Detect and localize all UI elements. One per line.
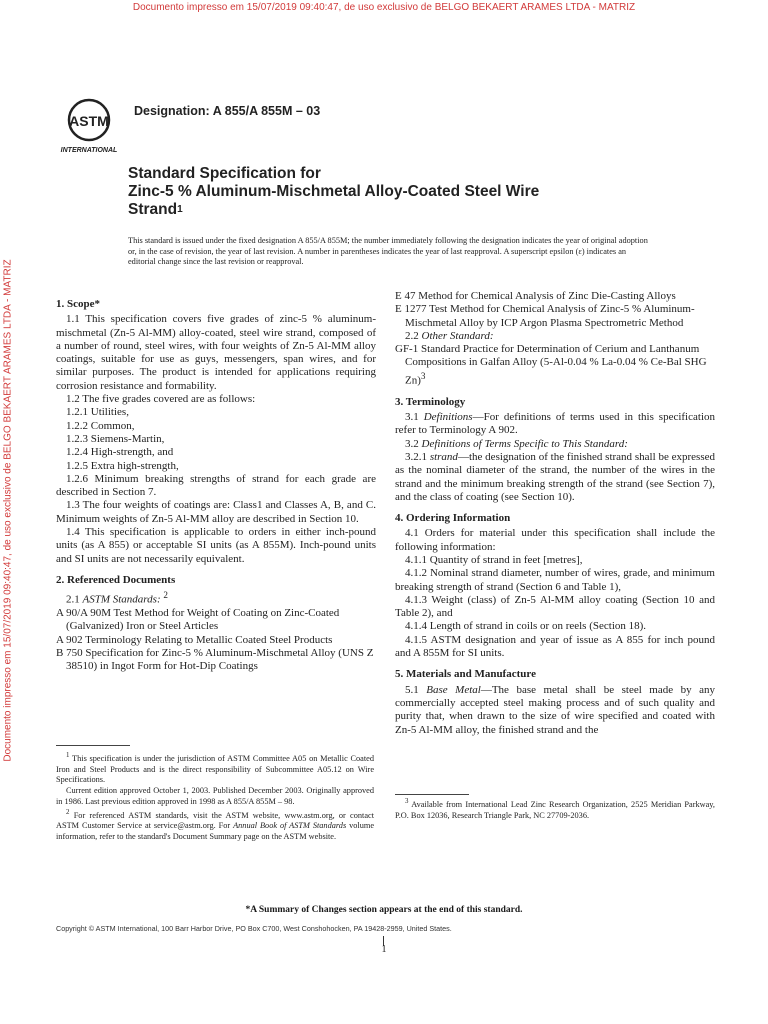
title-footnote-ref: 1 bbox=[177, 204, 183, 215]
footnote-2: $^2$ For referenced ASTM standards, visit the ASTM website, www.astm.org, or contact ASTM Customer Service at service@astm.org. For Annual Book of ASTM Standards volume information, refer to the standard's Document Summary page on the ASTM website. bbox=[56, 808, 374, 842]
svg-text:ASTM: ASTM bbox=[69, 113, 109, 129]
paragraph-5-1: 5.1 Base Metal—The base metal shall be steel made by any commercially accepted steel making process and of such quality and purity that, when drawn to the size of wire specified and coated with Zn-5 Al-MM alloy, the finished strand and the bbox=[395, 683, 716, 736]
paragraph-1-3: 1.3 The four weights of coatings are: Class1 and Classes A, B, and C. Minimum weights of Zn-5 Al-MM alloy are described in Section 10. bbox=[56, 499, 376, 525]
grade-4: 1.2.4 High-strength, and bbox=[66, 446, 174, 459]
paragraph-4-1-1: 4.1.1 Quantity of strand in feet [metres], bbox=[405, 554, 583, 566]
watermark-top: Documento impresso em 15/07/2019 09:40:47, de uso exclusivo de BELGO BEKAERT ARAMES LTDA - MATRIZ bbox=[132, 2, 636, 13]
title-line-1: Standard Specification for bbox=[128, 165, 321, 182]
footnotes-right bbox=[395, 797, 715, 821]
paragraph-2-2: 2.2 Other Standard: bbox=[405, 329, 494, 342]
grade-5: 1.2.5 Extra high-strength, bbox=[66, 459, 179, 472]
page-title bbox=[128, 165, 539, 219]
paragraph-4-1-5: 4.1.5 ASTM designation and year of issue as A 855 for inch pound and A 855M for SI units. bbox=[395, 633, 715, 660]
grade-1: 1.2.1 Utilities, bbox=[66, 406, 129, 419]
astm-logo-icon bbox=[56, 92, 122, 156]
paragraph-4-1-4: 4.1.4 Length of strand in coils or on reels (Section 18). bbox=[405, 620, 647, 633]
paragraph-3-1: 3.1 Definitions—For definitions of terms used in this specification refer to Terminology A 902. bbox=[395, 411, 715, 437]
title-line-3: Strand bbox=[128, 201, 178, 218]
logo-text: INTERNATIONAL bbox=[60, 147, 118, 154]
paragraph-3-2-1: 3.2.1 strand—the designation of the finished strand shall be expressed as the nominal diameter of the strand, the number of the wires in the strand and the minimum breaking strength of the strand (see Section 7), and the class of coating (see Section 10). bbox=[395, 450, 715, 503]
standard-notice: This standard is issued under the fixed designation A 855/A 855M; the number immediately following the designation indicates the year of original adoption or, in the case of revision, the year of last revision. A number in parentheses indicates the year of last reapproval. A superscript epsilon (ε) indicates an editorial change since the last revision or reapproval. bbox=[128, 236, 648, 266]
watermark-side: Documento impresso em 15/07/2019 09:40:47, de uso exclusivo de BELGO BEKAERT ARAMES LTDA - MATRIZ bbox=[2, 259, 14, 762]
copyright: Copyright © ASTM International, 100 Barr Harbor Drive, PO Box C700, West Conshohocken, PA 19428-2959, United States. bbox=[56, 924, 452, 933]
paragraph-1-2: 1.2 The five grades covered are as follows: bbox=[66, 393, 256, 406]
summary-of-changes-note: *A Summary of Changes section appears at the end of this standard. bbox=[245, 905, 523, 915]
paragraph-3-2: 3.2 Definitions of Terms Specific to This Standard: bbox=[405, 437, 628, 450]
grade-3: 1.2.3 Siemens-Martin, bbox=[66, 432, 165, 445]
left-column bbox=[56, 290, 376, 674]
footnote-3: $^3$ Available from International Lead Zinc Research Organization, 2525 Meridian Parkway, P.O. Box 12036, Research Triangle Park, NC 27709-2036. bbox=[395, 798, 715, 820]
paragraph-1-2-6: 1.2.6 Minimum breaking strengths of strand for each grade are described in Section 7. bbox=[56, 472, 376, 499]
paragraph-2-1: 2.1 ASTM Standards: $^2$ bbox=[66, 590, 168, 606]
section-heading-materials: 5. Materials and Manufacture bbox=[395, 668, 536, 681]
footnote-divider bbox=[56, 745, 130, 746]
footnote-1-edition: Current edition approved October 1, 2003. Published December 2003. Originally approved in 1986. Last previous edition approved in 1998 as A 855/A 855M – 98. bbox=[56, 786, 374, 806]
right-column bbox=[395, 290, 715, 737]
section-heading-ordering: 4. Ordering Information bbox=[395, 512, 511, 525]
reference-a902: A 902 Terminology Relating to Metallic Coated Steel Products bbox=[56, 633, 333, 646]
paragraph-4-1: 4.1 Orders for material under this specification shall include the following information: bbox=[395, 527, 715, 553]
reference-a90: A 90/A 90M Test Method for Weight of Coating on Zinc-Coated (Galvanized) Iron or Steel Articles bbox=[56, 607, 340, 633]
section-heading-scope: 1. Scope* bbox=[56, 298, 100, 310]
designation: Designation: A 855/A 855M – 03 bbox=[134, 104, 321, 118]
footnotes-left bbox=[56, 751, 374, 843]
reference-e1277: E 1277 Test Method for Chemical Analysis of Zinc-5 % Aluminum-Mischmetal Alloy by ICP Argon Plasma Spectrometric Method bbox=[395, 303, 695, 329]
section-heading-referenced: 2. Referenced Documents bbox=[56, 573, 176, 586]
footnote-1: $^1$ This specification is under the jurisdiction of ASTM Committee A05 on Metallic Coated Iron and Steel Products and is the direct responsibility of Subcommittee A05.12 on Wire Specifications. bbox=[56, 752, 374, 785]
paragraph-4-1-2: 4.1.2 Nominal strand diameter, number of wires, grade, and minimum breaking strength of strand (Section 6 and Table 1), bbox=[395, 567, 715, 593]
paragraph-1-4: 1.4 This specification is applicable to orders in either inch-pound units (as A 855) or acceptable SI units (as A 855M). Inch-pound units and SI units are not necessarily equivalent. bbox=[56, 526, 376, 565]
paragraph-4-1-3: 4.1.3 Weight (class) of Zn-5 Al-MM alloy coating (Section 10 and Table 2), and bbox=[395, 593, 715, 620]
grade-2: 1.2.2 Common, bbox=[66, 419, 135, 432]
title-line-2: Zinc-5 % Aluminum-Mischmetal Alloy-Coated Steel Wire bbox=[128, 183, 540, 200]
reference-e47: E 47 Method for Chemical Analysis of Zinc Die-Casting Alloys bbox=[395, 290, 676, 302]
reference-gf1: GF-1 Standard Practice for Determination of Cerium and Lanthanum Compositions in Galfan Alloy (5-Al-0.04 % La-0.04 % Ce-Bal SHG Zn)$^3$ bbox=[395, 343, 707, 387]
reference-b750: B 750 Specification for Zinc-5 % Aluminum-Mischmetal Alloy (UNS Z 38510) in Ingot Form for Hot-Dip Coatings bbox=[56, 647, 374, 673]
section-heading-terminology: 3. Terminology bbox=[395, 395, 466, 408]
footnote-divider-right bbox=[395, 794, 469, 795]
paragraph-1-1: 1.1 This specification covers five grades of zinc-5 % aluminum-mischmetal (Zn-5 Al-MM) alloy-coated, steel wire strand, composed of a number of round, steel wires, with four weights of Zn-5 Al-MM alloy coatings, suitable for use as guys, messengers, span wires, and for similar purposes. The product is intended for applications requiring corrosion resistance and formability. bbox=[56, 313, 376, 392]
page-number: 1 bbox=[381, 944, 387, 955]
